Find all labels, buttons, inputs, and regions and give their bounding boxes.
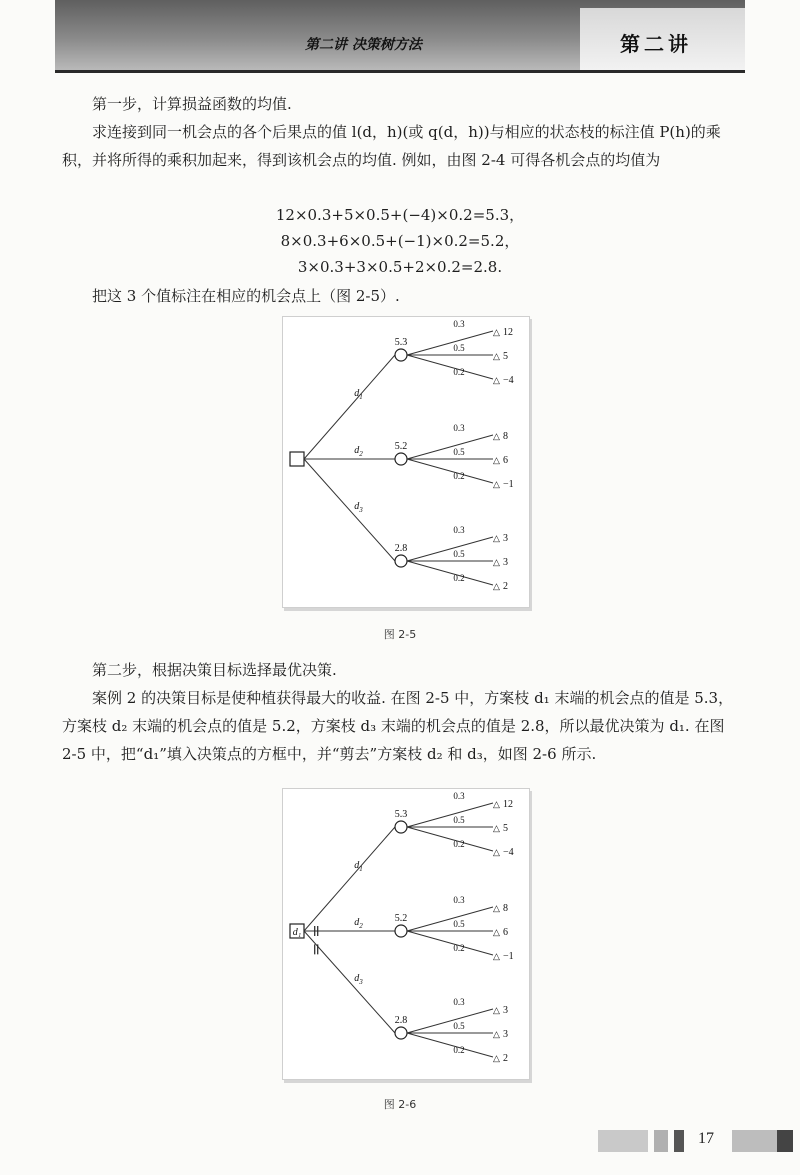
chance-node-2 <box>395 925 407 937</box>
formula-line-2: 8×0.3+6×0.5+(−1)×0.2=5.2， <box>280 232 520 250</box>
footer-bar-right <box>732 1130 777 1152</box>
outcome-value-3-3: 2 <box>503 1053 508 1064</box>
footer-bar-left <box>598 1130 648 1152</box>
page-header <box>55 0 745 70</box>
outcome-value-1-1: 12 <box>503 327 513 338</box>
outcome-value-3-2: 3 <box>503 557 508 568</box>
footer-bar-dark <box>674 1130 684 1152</box>
step1-heading: 第一步，计算损益函数的均值. <box>92 95 292 113</box>
outcome-node-1-2: △ <box>493 823 500 833</box>
outcome-node-3-3: △ <box>493 1053 500 1063</box>
option-label-3: $d_3$ <box>354 973 363 987</box>
probability-2-3: 0.2 <box>453 471 465 481</box>
state-branch-3-3 <box>407 561 493 585</box>
state-branch-2-1 <box>407 907 493 931</box>
probability-1-3: 0.2 <box>453 839 465 849</box>
outcome-node-3-2: △ <box>493 1029 500 1039</box>
outcome-node-1-2: △ <box>493 351 500 361</box>
decision-tree-2-5 <box>283 317 529 607</box>
step2-body: 案例 2 的决策目标是使种植获得最大的收益. 在图 2-5 中，方案枝 d₁ 末端的机会点的值是 5.3，方案枝 d₂ 末端的机会点的值是 5.2，方案枝 d₃ 末端的机会点的值是 2.8，所以最优决策为 d₁. 在图 2-5 中，把“d₁”填入决策点的方框中，并“剪去”方案枝 d₂ 和 d₃，如图 2-6 所示. <box>62 689 734 763</box>
mark-values-text: 把这 3 个值标注在相应的机会点上（图 2-5）. <box>92 287 400 305</box>
footer-bar-edge <box>777 1130 793 1152</box>
probability-2-1: 0.3 <box>453 423 465 433</box>
outcome-value-2-2: 6 <box>503 455 508 466</box>
chance-value-3: 2.8 <box>394 543 408 554</box>
outcome-node-3-2: △ <box>493 557 500 567</box>
outcome-node-2-3: △ <box>493 479 500 489</box>
option-branch-1 <box>304 827 395 931</box>
option-label-2: $d_2$ <box>354 445 363 458</box>
state-branch-3-3 <box>407 1033 493 1057</box>
outcome-value-1-2: 5 <box>503 351 508 362</box>
probability-2-2: 0.5 <box>453 447 465 457</box>
chance-value-1: 5.3 <box>394 337 408 348</box>
outcome-node-2-1: △ <box>493 431 500 441</box>
state-branch-1-1 <box>407 803 493 827</box>
probability-2-2: 0.5 <box>453 919 465 929</box>
outcome-value-2-1: 8 <box>503 431 508 442</box>
outcome-value-1-2: 5 <box>503 823 508 834</box>
state-branch-2-3 <box>407 931 493 955</box>
formula-line-3: 3×0.3+3×0.5+2×0.2=2.8. <box>297 258 503 276</box>
outcome-value-3-2: 3 <box>503 1029 508 1040</box>
formula-line-1: 12×0.3+5×0.5+(−4)×0.2=5.3， <box>275 206 525 224</box>
probability-3-2: 0.5 <box>453 549 465 559</box>
outcome-node-2-3: △ <box>493 951 500 961</box>
probability-1-1: 0.3 <box>453 791 465 801</box>
outcome-value-2-3: −1 <box>503 479 514 490</box>
outcome-value-1-3: −4 <box>503 375 514 386</box>
header-rule <box>55 70 745 73</box>
state-branch-3-1 <box>407 537 493 561</box>
decision-node <box>290 452 304 466</box>
outcome-node-2-1: △ <box>493 903 500 913</box>
probability-3-3: 0.2 <box>453 1045 465 1055</box>
chance-node-3 <box>395 1027 407 1039</box>
outcome-value-1-1: 12 <box>503 799 513 810</box>
state-branch-1-3 <box>407 355 493 379</box>
outcome-value-2-3: −1 <box>503 951 514 962</box>
outcome-value-3-1: 3 <box>503 533 508 544</box>
option-branch-3 <box>304 459 395 561</box>
decision-tree-2-6 <box>283 789 529 1079</box>
state-branch-2-3 <box>407 459 493 483</box>
probability-1-1: 0.3 <box>453 319 465 329</box>
outcome-node-3-3: △ <box>493 581 500 591</box>
probability-3-2: 0.5 <box>453 1021 465 1031</box>
chance-node-2 <box>395 453 407 465</box>
page-number: 17 <box>698 1130 714 1147</box>
figure-2-6 <box>282 788 530 1080</box>
chance-node-1 <box>395 349 407 361</box>
chance-value-2: 5.2 <box>394 913 408 924</box>
figure-2-5-caption: 图 2-5 <box>383 628 417 641</box>
option-label-1: $d_1$ <box>354 387 363 401</box>
lecture-label: 第二讲 <box>620 32 692 56</box>
state-branch-1-1 <box>407 331 493 355</box>
outcome-value-2-1: 8 <box>503 903 508 914</box>
probability-1-2: 0.5 <box>453 343 465 353</box>
probability-1-2: 0.5 <box>453 815 465 825</box>
probability-2-3: 0.2 <box>453 943 465 953</box>
outcome-value-2-2: 6 <box>503 927 508 938</box>
step2-heading: 第二步，根据决策目标选择最优决策. <box>92 661 337 679</box>
outcome-value-1-3: −4 <box>503 847 514 858</box>
outcome-node-2-2: △ <box>493 927 500 937</box>
chance-node-1 <box>395 821 407 833</box>
chance-node-3 <box>395 555 407 567</box>
decision-node-label: d₁ <box>292 927 302 938</box>
figure-2-6-caption: 图 2-6 <box>383 1098 417 1111</box>
step1-body: 求连接到同一机会点的各个后果点的值 l(d，h)(或 q(d，h))与相应的状态枝的标注值 P(h)的乘积，并将所得的乘积加起来，得到该机会点的均值. 例如，由图 2-4 可得各机会点的均值为 <box>62 123 721 169</box>
outcome-node-1-1: △ <box>493 799 500 809</box>
footer-bar-mid <box>654 1130 668 1152</box>
outcome-node-3-1: △ <box>493 533 500 543</box>
outcome-node-1-1: △ <box>493 327 500 337</box>
option-label-3: $d_3$ <box>354 501 363 515</box>
option-branch-1 <box>304 355 395 459</box>
state-branch-2-1 <box>407 435 493 459</box>
state-branch-3-1 <box>407 1009 493 1033</box>
outcome-node-1-3: △ <box>493 847 500 857</box>
chance-value-2: 5.2 <box>394 441 408 452</box>
chance-value-3: 2.8 <box>394 1015 408 1026</box>
chance-value-1: 5.3 <box>394 809 408 820</box>
outcome-value-3-3: 2 <box>503 581 508 592</box>
lecture-tab <box>580 8 745 70</box>
header-title: 第二讲 决策树方法 <box>305 37 422 53</box>
probability-3-1: 0.3 <box>453 525 465 535</box>
probability-3-1: 0.3 <box>453 997 465 1007</box>
outcome-node-2-2: △ <box>493 455 500 465</box>
outcome-value-3-1: 3 <box>503 1005 508 1016</box>
outcome-node-1-3: △ <box>493 375 500 385</box>
probability-3-3: 0.2 <box>453 573 465 583</box>
probability-1-3: 0.2 <box>453 367 465 377</box>
state-branch-1-3 <box>407 827 493 851</box>
outcome-node-3-1: △ <box>493 1005 500 1015</box>
option-label-2: $d_2$ <box>354 917 363 930</box>
option-label-1: $d_1$ <box>354 859 363 873</box>
figure-2-5 <box>282 316 530 608</box>
probability-2-1: 0.3 <box>453 895 465 905</box>
